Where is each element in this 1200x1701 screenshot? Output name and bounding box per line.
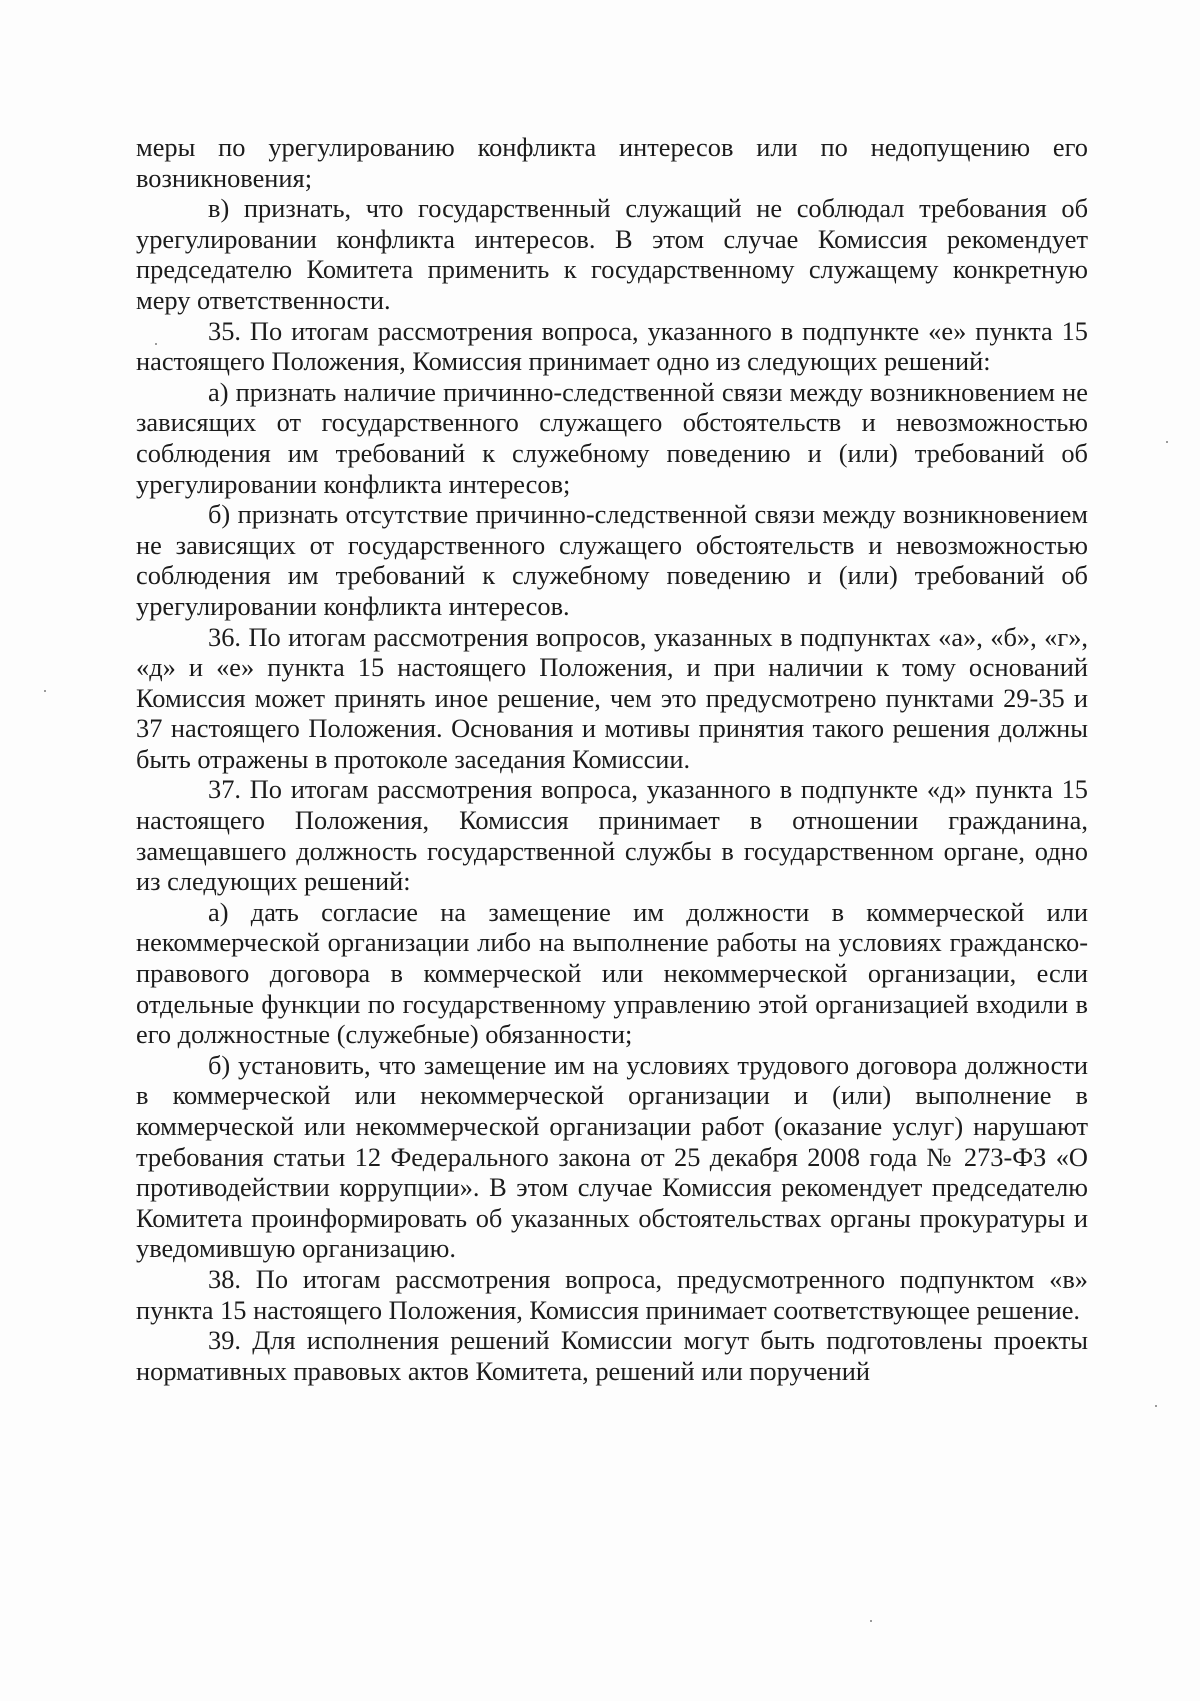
scan-speck	[870, 1620, 872, 1622]
paragraph-38: 38. По итогам рассмотрения вопроса, предусмотренного подпунктом «в» пункта 15 настоящего Положения, Комиссия принимает соответствующее решение.	[136, 1263, 1088, 1325]
paragraph-34-v: в) признать, что государственный служащий не соблюдал требования об урегулировании конфликта интересов. В этом случае Комиссия рекомендует председателю Комитета применить к государственному служащему конкретную меру ответственности.	[136, 193, 1088, 315]
document-body	[136, 132, 1088, 1386]
scan-speck	[155, 343, 157, 345]
paragraph-35-b: б) признать отсутствие причинно-следственной связи между возникновением не зависящих от государственного служащего обстоятельств и невозможностью соблюдения им требований к служебному поведению и (или) требований об урегулировании конфликта интересов.	[136, 499, 1088, 621]
paragraph-35-a: а) признать наличие причинно-следственной связи между возникновением не зависящих от государственного служащего обстоятельств и невозможностью соблюдения им требований к служебному поведению и (или) требований об урегулировании конфликта интересов;	[136, 376, 1088, 499]
scan-speck	[1155, 1405, 1157, 1407]
paragraph-35: 35. По итогам рассмотрения вопроса, указанного в подпункте «е» пункта 15 настоящего Положения, Комиссия принимает одно из следующих решений:	[136, 315, 1088, 377]
scan-speck	[44, 690, 46, 692]
scan-speck	[1166, 441, 1168, 443]
paragraph-36: 36. По итогам рассмотрения вопросов, указанных в подпунктах «а», «б», «г», «д» и «е» пункта 15 настоящего Положения, и при наличии к тому оснований Комиссия может принять иное решение, чем это предусмотрено пунктами 29-35 и 37 настоящего Положения. Основания и мотивы принятия такого решения должны быть отражены в протоколе заседания Комиссии.	[136, 621, 1088, 774]
paragraph-37: 37. По итогам рассмотрения вопроса, указанного в подпункте «д» пункта 15 настоящего Положения, Комиссия принимает в отношении гражданина, замещавшего должность государственной службы в государственном органе, одно из следующих решений:	[136, 774, 1088, 897]
paragraph-37-b: б) установить, что замещение им на условиях трудового договора должности в коммерческой или некоммерческой организации и (или) выполнение в коммерческой или некоммерческой организации работ (оказание услуг) нарушают требования статьи 12 Федерального закона от 25 декабря 2008 года № 273-ФЗ «О противодействии коррупции». В этом случае Комиссия рекомендует председателю Комитета проинформировать об указанных обстоятельствах органы прокуратуры и уведомившую организацию.	[136, 1049, 1088, 1264]
paragraph-37-a: а) дать согласие на замещение им должности в коммерческой или некоммерческой организации либо на выполнение работы на условиях гражданско-правового договора в коммерческой или некоммерческой организации, если отдельные функции по государственному управлению этой организацией входили в его должностные (служебные) обязанности;	[136, 896, 1088, 1050]
paragraph-39: 39. Для исполнения решений Комиссии могут быть подготовлены проекты нормативных правовых актов Комитета, решений или поручений	[136, 1325, 1088, 1386]
paragraph-continuation: меры по урегулированию конфликта интересов или по недопущению его возникновения;	[136, 132, 1088, 193]
